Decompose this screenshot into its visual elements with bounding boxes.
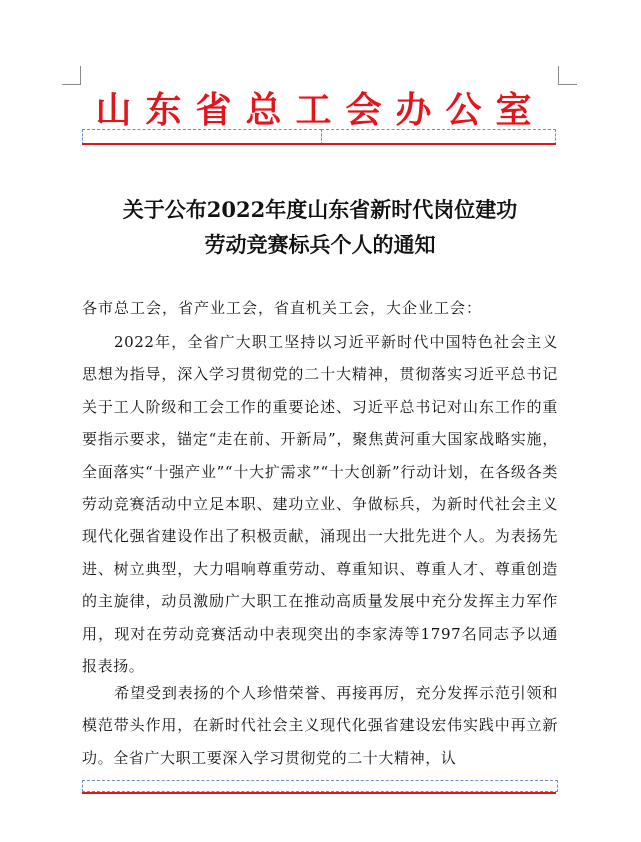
crop-mark-top-right	[558, 66, 577, 85]
header-org-name: 山东省总工会办公室	[95, 89, 546, 131]
document-title-line-1: 关于公布2022年度山东省新时代岗位建功	[122, 197, 518, 222]
paragraph-1-text: 2022年，全省广大职工坚持以习近平新时代中国特色社会主义思想为指导，深入学习贯彻党的二十大精神，贯彻落实习近平总书记关于工人阶级和工会工作的重要论述、习近平总书记对山东工作的重要指示要求，锚定“走在前、开新局”，聚焦黄河重大国家战略实施，全面落实“十强产业”“十大扩需求”“十大创新”行动计划，在各级各类劳动竞赛活动中立足本职、建功立业、争做标兵，为新时代社会主义现代化强省建设作出了积极贡献，涌现出一大批先进个人。为表扬先进、树立典型，大力唱响尊重劳动、尊重知识、尊重人才、尊重创造的主旋律，动员激励广大职工在推动高质量发展中充分发挥主力军作用，现对在劳动竞赛活动中表现突出的李家涛等1797名同志予以通报表扬。	[82, 333, 558, 676]
body-paragraph-2	[82, 677, 558, 774]
footer-frame	[82, 780, 558, 792]
header-red-rule	[82, 143, 556, 145]
footer-red-rule	[82, 792, 556, 794]
salutation: 各市总工会，省产业工会，省直机关工会，大企业工会：	[82, 299, 483, 317]
body-paragraph-1	[82, 326, 558, 682]
crop-mark-top-left	[62, 66, 81, 85]
document-title-line-2: 劳动竞赛标兵个人的通知	[204, 232, 436, 257]
paragraph-2-text: 希望受到表扬的个人珍惜荣誉、再接再厉，充分发挥示范引领和模范带头作用，在新时代社会主义现代化强省建设宏伟实践中再立新功。全省广大职工要深入学习贯彻党的二十大精神，认	[82, 684, 558, 767]
